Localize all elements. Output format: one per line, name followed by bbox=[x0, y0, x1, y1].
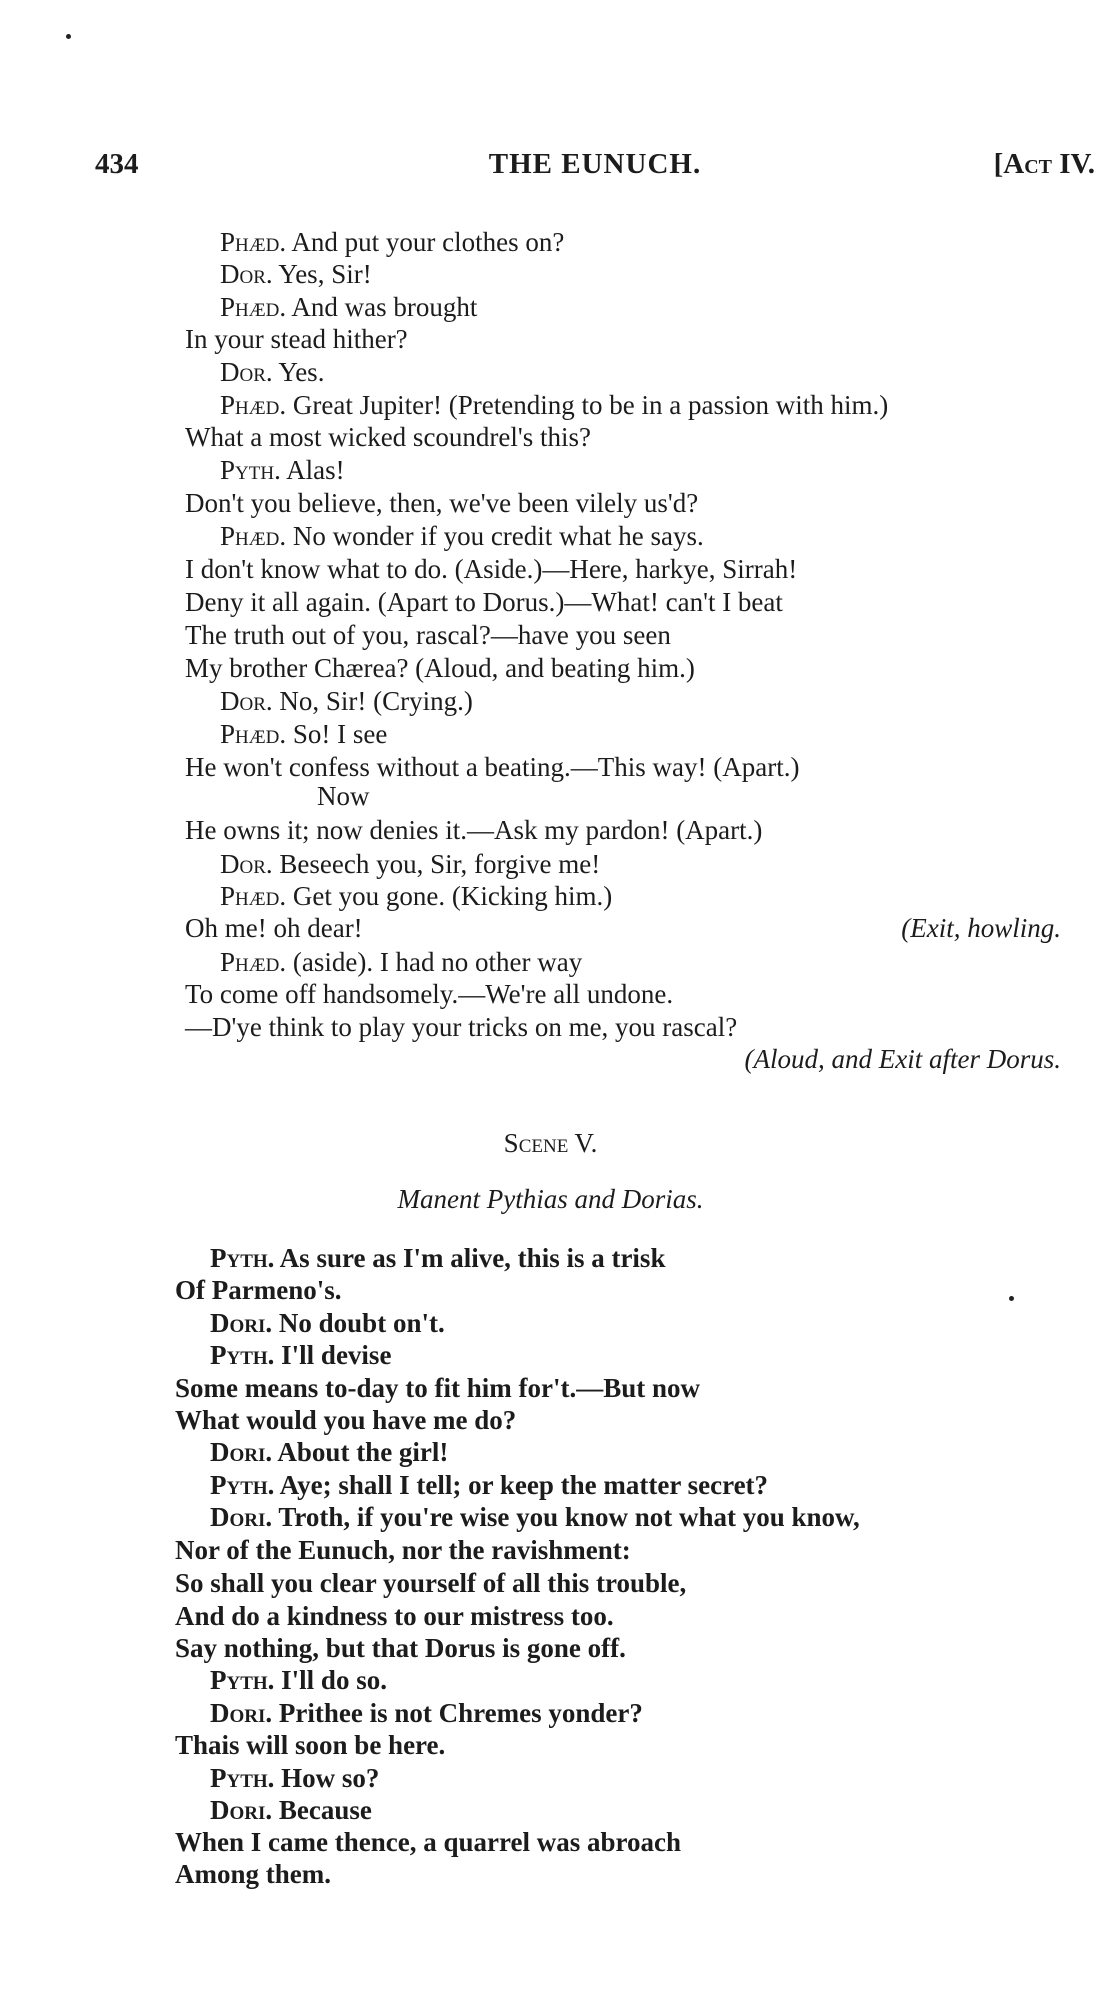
line-text: No wonder if you credit what he says. bbox=[286, 521, 704, 551]
dialogue-line bbox=[185, 751, 799, 784]
dialogue-line bbox=[220, 389, 888, 422]
speaker-name: Dor. bbox=[220, 849, 273, 879]
dialogue-line bbox=[185, 912, 363, 945]
dialogue-line bbox=[210, 1242, 665, 1275]
dialogue-line bbox=[210, 1697, 643, 1730]
speaker-name: Dori. bbox=[210, 1502, 273, 1532]
line-text: And put your clothes on? bbox=[286, 227, 565, 257]
line-text: Don't you believe, then, we've been vilely us'd? bbox=[185, 488, 699, 518]
dialogue-line bbox=[185, 586, 783, 619]
line-text: Among them. bbox=[175, 1859, 331, 1889]
line-text: And was brought bbox=[286, 292, 478, 322]
dialogue-line bbox=[185, 652, 695, 685]
line-text: I don't know what to do. (Aside.)—Here, harkye, Sirrah! bbox=[185, 554, 798, 584]
line-text: Get you gone. (Kicking him.) bbox=[286, 881, 613, 911]
speaker-name: Dori. bbox=[210, 1795, 273, 1825]
speaker-name: Dori. bbox=[210, 1698, 273, 1728]
running-header bbox=[95, 148, 1095, 192]
line-text: Alas! bbox=[280, 455, 345, 485]
line-text: —D'ye think to play your tricks on me, you rascal? bbox=[185, 1012, 738, 1042]
line-text: Now bbox=[317, 781, 370, 811]
dialogue-line bbox=[210, 1794, 372, 1827]
dialogue-line bbox=[175, 1729, 445, 1762]
line-text: I'll devise bbox=[274, 1340, 392, 1370]
line-text: Yes, Sir! bbox=[272, 259, 372, 289]
dialogue-line bbox=[317, 780, 370, 813]
dialogue-line bbox=[210, 1339, 391, 1372]
dialogue-line bbox=[175, 1858, 331, 1891]
dialogue-line bbox=[185, 1011, 737, 1044]
dialogue-line bbox=[220, 356, 324, 389]
line-text: Great Jupiter! (Pretending to be in a passion with him.) bbox=[286, 390, 889, 420]
line-text: And do a kindness to our mistress too. bbox=[175, 1601, 614, 1631]
line-text: No doubt on't. bbox=[272, 1308, 445, 1338]
line-text: I'll do so. bbox=[274, 1665, 387, 1695]
speaker-name: Phæd. bbox=[220, 390, 287, 420]
dialogue-line bbox=[185, 814, 762, 847]
line-text: Of Parmeno's. bbox=[175, 1275, 342, 1305]
speaker-name: Pyth. bbox=[210, 1340, 275, 1370]
line-text: My brother Chærea? (Aloud, and beating him.) bbox=[185, 653, 695, 683]
line-text: As sure as I'm alive, this is a trisk bbox=[274, 1243, 666, 1273]
speaker-name: Dori. bbox=[210, 1308, 273, 1338]
line-text: Deny it all again. (Apart to Dorus.)—What! can't I beat bbox=[185, 587, 783, 617]
line-text: Prithee is not Chremes yonder? bbox=[272, 1698, 643, 1728]
dialogue-line bbox=[175, 1372, 700, 1405]
line-text: When I came thence, a quarrel was abroach bbox=[175, 1827, 681, 1857]
ink-speck bbox=[66, 34, 71, 39]
line-text: Troth, if you're wise you know not what you know, bbox=[272, 1502, 860, 1532]
scene-heading: Scene V. bbox=[503, 1128, 598, 1158]
dialogue-line bbox=[210, 1664, 387, 1697]
dialogue-line bbox=[175, 1404, 516, 1437]
dialogue-line bbox=[185, 619, 671, 652]
dialogue-line bbox=[220, 718, 387, 751]
line-text: Beseech you, Sir, forgive me! bbox=[272, 849, 601, 879]
dialogue-line bbox=[175, 1826, 681, 1859]
dialogue-line bbox=[185, 487, 698, 520]
line-text: What would you have me do? bbox=[175, 1405, 517, 1435]
line-text: Because bbox=[272, 1795, 372, 1825]
dialogue-line bbox=[210, 1501, 860, 1534]
dialogue-line bbox=[220, 848, 600, 881]
dialogue-line bbox=[220, 520, 704, 553]
line-text: He won't confess without a beating.—This way! (Apart.) bbox=[185, 752, 800, 782]
line-text: Thais will soon be here. bbox=[175, 1730, 446, 1760]
dialogue-line bbox=[210, 1307, 445, 1340]
dialogue-line bbox=[220, 226, 564, 259]
speaker-name: Phæd. bbox=[220, 947, 287, 977]
dialogue-line bbox=[175, 1274, 341, 1307]
speaker-name: Phæd. bbox=[220, 292, 287, 322]
running-title: THE EUNUCH. bbox=[488, 148, 702, 180]
line-text: Aye; shall I tell; or keep the matter secret? bbox=[274, 1470, 769, 1500]
speaker-name: Phæd. bbox=[220, 521, 287, 551]
dialogue-line bbox=[220, 880, 612, 913]
speaker-name: Dor. bbox=[220, 357, 273, 387]
dialogue-line bbox=[220, 291, 477, 324]
dialogue-line bbox=[220, 454, 345, 487]
dialogue-line bbox=[175, 1567, 686, 1600]
speaker-name: Dor. bbox=[220, 259, 273, 289]
dialogue-line bbox=[175, 1632, 626, 1665]
line-text: To come off handsomely.—We're all undone. bbox=[185, 979, 674, 1009]
line-text: How so? bbox=[274, 1763, 380, 1793]
dialogue-line bbox=[210, 1436, 448, 1469]
speaker-name: Dor. bbox=[220, 686, 273, 716]
line-text: The truth out of you, rascal?—have you seen bbox=[185, 620, 671, 650]
page-number: 434 bbox=[95, 148, 139, 180]
speaker-name: Pyth. bbox=[210, 1243, 275, 1273]
dialogue-line bbox=[220, 258, 372, 291]
dialogue-line bbox=[185, 978, 673, 1011]
line-text: What a most wicked scoundrel's this? bbox=[185, 422, 592, 452]
dialogue-line bbox=[185, 421, 591, 454]
speaker-name: Phæd. bbox=[220, 881, 287, 911]
line-text: In your stead hither? bbox=[185, 324, 408, 354]
speaker-name: Phæd. bbox=[220, 719, 287, 749]
speaker-name: Phæd. bbox=[220, 227, 287, 257]
speaker-name: Pyth. bbox=[220, 455, 281, 485]
dialogue-line bbox=[175, 1600, 614, 1633]
line-text: No, Sir! (Crying.) bbox=[272, 686, 473, 716]
dialogue-line bbox=[210, 1762, 379, 1795]
speaker-name: Pyth. bbox=[210, 1763, 275, 1793]
dialogue-line bbox=[185, 553, 797, 586]
line-text: Oh me! oh dear! bbox=[185, 913, 363, 943]
stage-direction: (Aloud, and Exit after Dorus. bbox=[744, 1044, 1061, 1074]
ink-speck bbox=[1009, 1296, 1014, 1301]
dialogue-line bbox=[175, 1534, 631, 1567]
line-text: So! I see bbox=[286, 719, 388, 749]
line-text: So shall you clear yourself of all this trouble, bbox=[175, 1568, 687, 1598]
dialogue-line bbox=[210, 1469, 768, 1502]
line-text: Yes. bbox=[272, 357, 325, 387]
line-text: Nor of the Eunuch, nor the ravishment: bbox=[175, 1535, 631, 1565]
line-text: Some means to-day to fit him for't.—But now bbox=[175, 1373, 700, 1403]
scene-subheading: Manent Pythias and Dorias. bbox=[397, 1184, 704, 1214]
speaker-name: Dori. bbox=[210, 1437, 273, 1467]
speaker-name: Pyth. bbox=[210, 1470, 275, 1500]
line-text: He owns it; now denies it.—Ask my pardon! (Apart.) bbox=[185, 815, 763, 845]
act-label: [Act IV. bbox=[993, 148, 1095, 180]
line-text: About the girl! bbox=[272, 1437, 449, 1467]
line-text: Say nothing, but that Dorus is gone off. bbox=[175, 1633, 626, 1663]
speaker-name: Pyth. bbox=[210, 1665, 275, 1695]
dialogue-line bbox=[220, 685, 473, 718]
stage-direction: (Exit, howling. bbox=[901, 913, 1061, 943]
dialogue-line bbox=[220, 946, 582, 979]
line-text: (aside). I had no other way bbox=[286, 947, 583, 977]
dialogue-line bbox=[185, 323, 408, 356]
